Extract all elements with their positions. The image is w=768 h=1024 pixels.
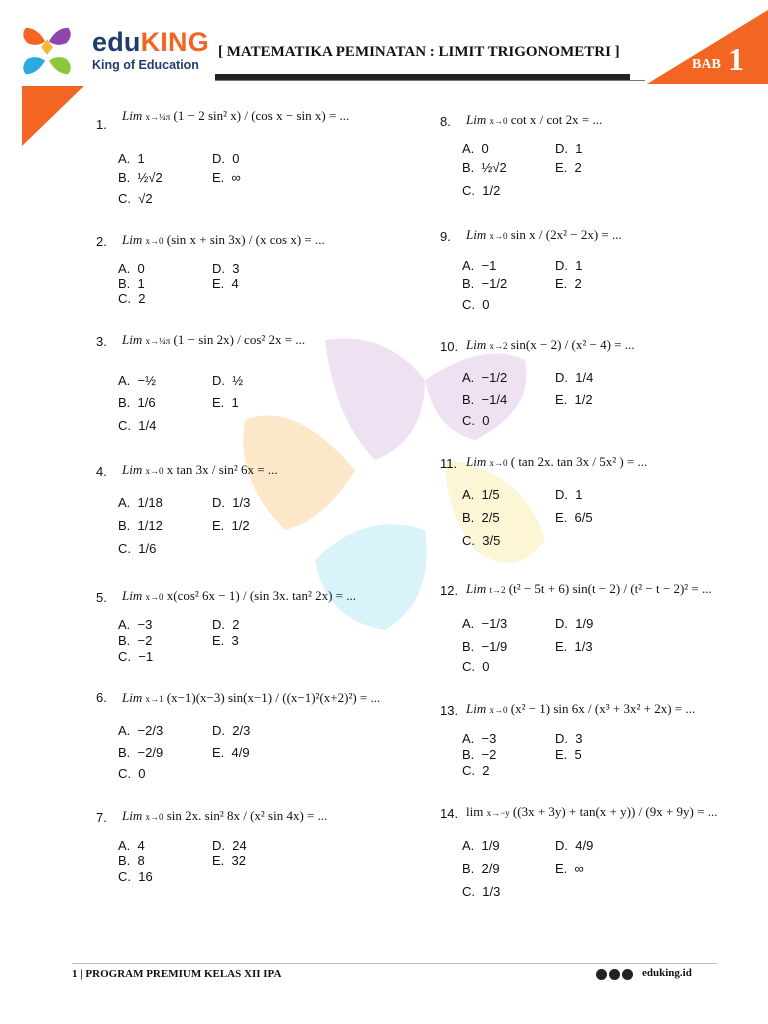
problem-9-option-b: B. −1/2 — [462, 276, 508, 291]
problem-9-option-e: E. 2 — [555, 276, 582, 291]
problem-7-option-a: A. 4 — [118, 838, 145, 853]
problem-4-option-c: C. 1/6 — [118, 541, 157, 556]
problem-3-option-d: D. ½ — [212, 373, 244, 388]
problem-5-option-e: E. 3 — [212, 633, 239, 648]
chapter-label: BAB — [692, 57, 721, 72]
problem-14-option-a: A. 1/9 — [462, 838, 500, 853]
problem-8-option-a: A. 0 — [462, 141, 489, 156]
brand-tagline: King of Education — [92, 58, 199, 72]
problem-8-option-c: C. 1/2 — [462, 183, 501, 198]
problem-12-number: 12. — [440, 583, 459, 598]
problem-1-option-a: A. 1 — [118, 151, 145, 166]
problem-11-option-c: C. 3/5 — [462, 533, 501, 548]
problem-14-expression: lim x→−y ((3x + 3y) + tan(x + y)) / (9x + 9y) = ... — [466, 804, 718, 819]
problem-6-option-c: C. 0 — [118, 766, 146, 781]
problem-2-option-d: D. 3 — [212, 261, 240, 276]
brand-name — [92, 28, 209, 56]
problem-2-option-e: E. 4 — [212, 276, 239, 291]
facebook-icon — [596, 969, 607, 980]
problem-5-option-c: C. −1 — [118, 649, 154, 664]
problem-13-option-e: E. 5 — [555, 747, 582, 762]
problem-9-number: 9. — [440, 229, 451, 244]
header-divider-thin — [215, 80, 645, 81]
brand-edu: edu — [92, 27, 141, 57]
problem-1-option-e: E. ∞ — [212, 170, 241, 185]
problem-10-option-b: B. −1/4 — [462, 392, 508, 407]
problem-5-option-b: B. −2 — [118, 633, 153, 648]
limit-subscript: x→¼π — [145, 112, 171, 122]
problem-4-option-e: E. 1/2 — [212, 518, 250, 533]
problem-8-option-e: E. 2 — [555, 160, 582, 175]
problem-13-option-c: C. 2 — [462, 763, 490, 778]
problem-3-expression: Lim x→¼π (1 − sin 2x) / cos² 2x = ... — [122, 332, 306, 347]
problem-10-expression: Lim x→2 sin(x − 2) / (x² − 4) = ... — [466, 337, 635, 352]
problem-7-option-b: B. 8 — [118, 853, 145, 868]
problem-14-option-d: D. 4/9 — [555, 838, 594, 853]
problem-8-number: 8. — [440, 114, 451, 129]
lim-label: Lim — [122, 108, 143, 123]
problem-3-option-a: A. −½ — [118, 373, 156, 388]
problem-6-expression: Lim x→1 (x−1)(x−3) sin(x−1) / ((x−1)²(x+2)²) = ... — [122, 690, 381, 705]
problem-7-number: 7. — [96, 810, 107, 825]
footer-divider — [72, 963, 717, 964]
problem-1-option-c: C. √2 — [118, 191, 153, 206]
problem-9-option-d: D. 1 — [555, 258, 583, 273]
instagram-icon — [622, 969, 633, 980]
problem-1-option-b: B. ½√2 — [118, 170, 163, 185]
problem-14-number: 14. — [440, 806, 459, 821]
problem-10-option-d: D. 1/4 — [555, 370, 594, 385]
problem-9-option-c: C. 0 — [462, 297, 490, 312]
problem-11-number: 11. — [440, 456, 458, 471]
problem-6-option-b: B. −2/9 — [118, 745, 164, 760]
problem-13-option-b: B. −2 — [462, 747, 497, 762]
problem-expression-text: (1 − 2 sin² x) / (cos x − sin x) = ... — [173, 108, 350, 123]
problem-11-option-a: A. 1/5 — [462, 487, 500, 502]
problem-10-option-c: C. 0 — [462, 413, 490, 428]
problem-10-option-e: E. 1/2 — [555, 392, 593, 407]
problem-11-option-e: E. 6/5 — [555, 510, 593, 525]
problem-4-expression: Lim x→0 x tan 3x / sin² 6x = ... — [122, 462, 278, 477]
problem-4-option-a: A. 1/18 — [118, 495, 163, 510]
problem-11-option-b: B. 2/5 — [462, 510, 500, 525]
eduking-logo-icon — [18, 22, 76, 80]
problem-12-option-b: B. −1/9 — [462, 639, 508, 654]
problem-8-expression: Lim x→0 cot x / cot 2x = ... — [466, 112, 603, 127]
problem-7-expression: Lim x→0 sin 2x. sin² 8x / (x² sin 4x) = ... — [122, 808, 328, 823]
problem-3-option-b: B. 1/6 — [118, 395, 156, 410]
problem-8-option-d: D. 1 — [555, 141, 583, 156]
problem-7-option-d: D. 24 — [212, 838, 247, 853]
problem-8-option-b: B. ½√2 — [462, 160, 507, 175]
social-icons — [596, 966, 635, 984]
problem-3-option-c: C. 1/4 — [118, 418, 157, 433]
problem-11-option-d: D. 1 — [555, 487, 583, 502]
twitter-icon — [609, 969, 620, 980]
problem-3-number: 3. — [96, 334, 107, 349]
problem-10-number: 10. — [440, 339, 459, 354]
problem-12-option-a: A. −1/3 — [462, 616, 508, 631]
footer-website: eduking.id — [642, 967, 692, 979]
problem-2-option-c: C. 2 — [118, 291, 146, 306]
problem-14-option-e: E. ∞ — [555, 861, 584, 876]
problem-5-expression: Lim x→0 x(cos² 6x − 1) / (sin 3x. tan² 2x) = ... — [122, 588, 357, 603]
footer-program: 1 | PROGRAM PREMIUM KELAS XII IPA — [72, 968, 282, 980]
problem-2-option-a: A. 0 — [118, 261, 145, 276]
problem-13-expression: Lim x→0 (x² − 1) sin 6x / (x³ + 3x² + 2x) = ... — [466, 701, 696, 716]
problem-4-option-b: B. 1/12 — [118, 518, 163, 533]
brand-king: KING — [140, 27, 209, 57]
problem-3-option-e: E. 1 — [212, 395, 239, 410]
problem-12-option-e: E. 1/3 — [555, 639, 593, 654]
problem-6-number: 6. — [96, 690, 107, 705]
problem-14-option-c: C. 1/3 — [462, 884, 501, 899]
problem-1-option-d: D. 0 — [212, 151, 240, 166]
problem-5-option-a: A. −3 — [118, 617, 153, 632]
problem-13-number: 13. — [440, 703, 459, 718]
problem-2-number: 2. — [96, 234, 107, 249]
problem-6-option-a: A. −2/3 — [118, 723, 164, 738]
corner-triangle-left — [22, 86, 84, 146]
problem-10-option-a: A. −1/2 — [462, 370, 508, 385]
problem-4-number: 4. — [96, 464, 107, 479]
problem-9-option-a: A. −1 — [462, 258, 497, 273]
problem-12-option-d: D. 1/9 — [555, 616, 594, 631]
problem-14-option-b: B. 2/9 — [462, 861, 500, 876]
problem-7-option-c: C. 16 — [118, 869, 153, 884]
problem-7-option-e: E. 32 — [212, 853, 246, 868]
page-title: [ MATEMATIKA PEMINATAN : LIMIT TRIGONOMETRI ] — [218, 44, 620, 60]
problem-13-option-d: D. 3 — [555, 731, 583, 746]
problem-12-expression: Lim t→2 (t² − 5t + 6) sin(t − 2) / (t² − t − 2)² = ... — [466, 581, 712, 596]
chapter-number: 1 — [728, 41, 744, 77]
problem-1-expression — [122, 108, 349, 124]
problem-9-expression: Lim x→0 sin x / (2x² − 2x) = ... — [466, 227, 622, 242]
problem-2-option-b: B. 1 — [118, 276, 145, 291]
problem-5-number: 5. — [96, 590, 107, 605]
problem-4-option-d: D. 1/3 — [212, 495, 251, 510]
problem-6-option-d: D. 2/3 — [212, 723, 251, 738]
problem-13-option-a: A. −3 — [462, 731, 497, 746]
problem-12-option-c: C. 0 — [462, 659, 490, 674]
problem-2-expression: Lim x→0 (sin x + sin 3x) / (x cos x) = ... — [122, 232, 325, 247]
problem-6-option-e: E. 4/9 — [212, 745, 250, 760]
problem-5-option-d: D. 2 — [212, 617, 240, 632]
problem-11-expression: Lim x→0 ( tan 2x. tan 3x / 5x² ) = ... — [466, 454, 648, 469]
problem-1-number: 1. — [96, 117, 107, 132]
